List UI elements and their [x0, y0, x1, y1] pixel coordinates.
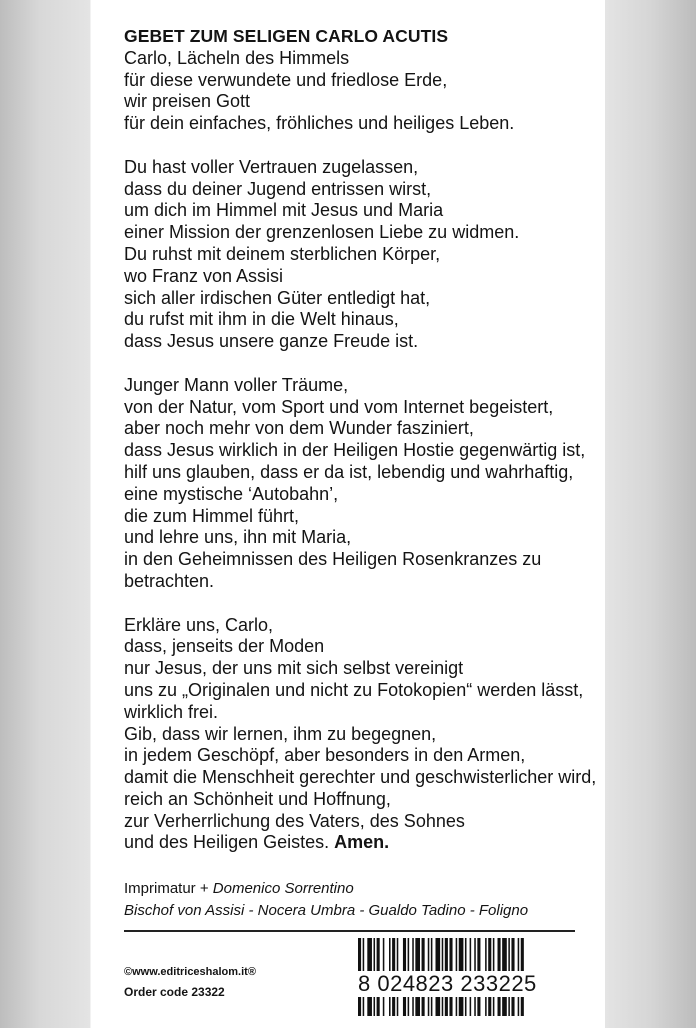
final-line-text: und des Heiligen Geistes.: [124, 832, 330, 853]
text-line: wirklich frei.: [124, 701, 219, 722]
text-line: reich an Schönheit und Hoffnung,: [124, 788, 391, 809]
text-line: in jedem Geschöpf, aber besonders in den Armen,: [124, 745, 526, 766]
text-line: Gib, dass wir lernen, ihm zu begegnen,: [124, 723, 437, 744]
text-line: nur Jesus, der uns mit sich selbst vereinigt: [124, 658, 464, 679]
text-line: einer Mission der grenzenlosen Liebe zu widmen.: [124, 222, 520, 243]
text-line: dass Jesus unsere ganze Freude ist.: [124, 331, 419, 352]
text-line: du rufst mit ihm in die Welt hinaus,: [124, 309, 399, 330]
text-line: und lehre uns, ihn mit Maria,: [124, 527, 352, 548]
text-line: Du ruhst mit deinem sterblichen Körper,: [124, 243, 441, 264]
text-line: eine mystische ‘Autobahn’,: [124, 483, 339, 504]
text-line: in den Geheimnissen des Heiligen Rosenkranzes zu: [124, 549, 542, 570]
text-line: uns zu „Originalen und nicht zu Fotokopien“ werden lässt,: [124, 679, 584, 700]
stanza-4: [124, 614, 597, 855]
text-line: aber noch mehr von dem Wunder fasziniert,: [124, 418, 474, 439]
text-line: Junger Mann voller Träume,: [124, 374, 349, 395]
stanza-1: [124, 48, 594, 135]
website: ©www.editriceshalom.it®: [124, 966, 256, 978]
text-line: zur Verherrlichung des Vaters, des Sohnes: [124, 810, 465, 831]
imprimatur-line: [124, 878, 594, 900]
text-line: hilf uns glauben, dass er da ist, lebendig und wahrhaftig,: [124, 461, 574, 482]
text-line: wir preisen Gott: [124, 91, 251, 112]
text-line: damit die Menschheit gerechter und geschwisterlicher wird,: [124, 767, 597, 788]
text-line: wo Franz von Assisi: [124, 265, 284, 286]
text-line: betrachten.: [124, 570, 215, 591]
text-line: dass Jesus wirklich in der Heiligen Hostie gegenwärtig ist,: [124, 440, 586, 461]
order-code: Order code 23322: [124, 985, 225, 999]
text-line: die zum Himmel führt,: [124, 505, 300, 526]
text-line: Erkläre uns, Carlo,: [124, 614, 274, 635]
bishop-name: Domenico Sorrentino: [212, 880, 354, 897]
publisher-info: [124, 962, 256, 1002]
prayer-card: [91, 0, 605, 1028]
text-line: von der Natur, vom Sport und vom Internet begeistert,: [124, 396, 554, 417]
final-line: [124, 832, 594, 854]
barcode-digits: 8 024823 233225: [358, 971, 578, 997]
text-line: dass, jenseits der Moden: [124, 636, 325, 657]
text-line: dass du deiner Jugend entrissen wirst,: [124, 178, 432, 199]
divider: [124, 930, 575, 932]
imprimatur: [124, 878, 594, 922]
text-line: für dein einfaches, fröhliches und heiliges Leben.: [124, 113, 515, 134]
text-line: Du hast voller Vertrauen zugelassen,: [124, 156, 419, 177]
amen: Amen.: [334, 832, 390, 853]
prayer-title: GEBET ZUM SELIGEN CARLO ACUTIS: [124, 26, 449, 46]
text-line: Carlo, Lächeln des Himmels: [124, 47, 350, 68]
text-line: um dich im Himmel mit Jesus und Maria: [124, 200, 444, 221]
text-line: sich aller irdischen Güter entledigt hat,: [124, 287, 431, 308]
prayer-text: [124, 26, 597, 876]
imprimatur-prefix: Imprimatur +: [124, 880, 213, 897]
stanza-3: [124, 375, 594, 593]
text-line: für diese verwundete und friedlose Erde,: [124, 69, 448, 90]
dioceses: Bischof von Assisi - Nocera Umbra - Gualdo Tadino - Foligno: [124, 902, 529, 919]
stanza-2: [124, 157, 594, 353]
